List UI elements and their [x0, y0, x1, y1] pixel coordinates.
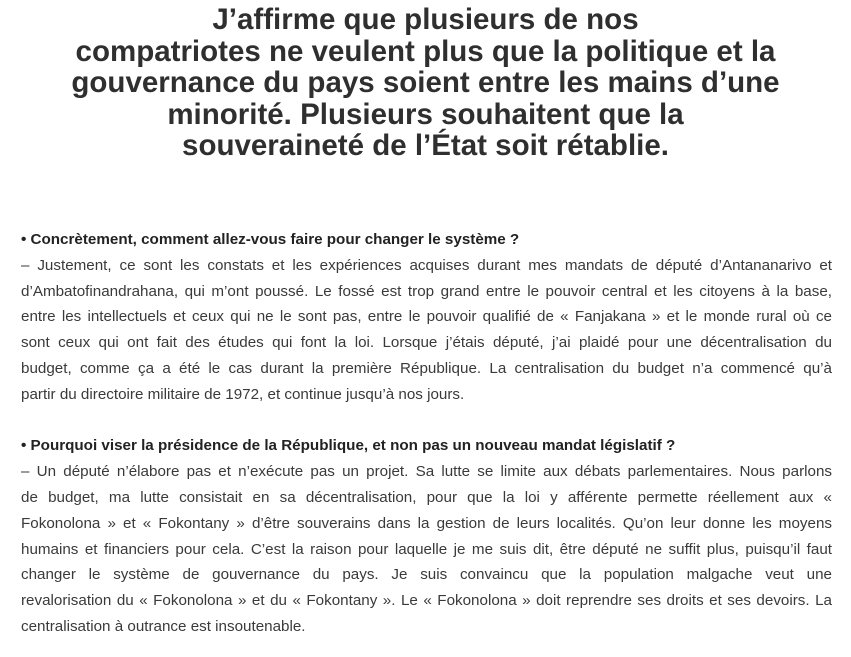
answer-line: d’Ambatofinandrahana, qui m’ont poussé. Le fossé est trop grand entre le pouvoir central et les citoyens à la base, — [21, 282, 832, 300]
interview-question: • Concrètement, comment allez-vous faire pour changer le système ? — [21, 231, 520, 248]
pull-quote-line: gouvernance du pays soient entre les mains d’une — [71, 66, 780, 100]
answer-line: revalorisation du « Fokonolona » et du « Fokontany ». Le « Fokonolona » doit reprendre ses droits et ses devoirs. La — [21, 592, 832, 610]
pull-quote-line: souveraineté de l’État soit rétablie. — [182, 129, 669, 163]
answer-line: budget, comme ça a été le cas durant la première République. La centralisation du budget n’a commencé qu’à — [21, 359, 832, 377]
answer-line: humains et financiers pour cela. C’est la raison pour laquelle je me suis dit, être député ne suffit plus, puisqu’il faut — [21, 540, 832, 558]
answer-line: centralisation à outrance est insoutenable. — [21, 617, 306, 635]
interview-answer — [21, 253, 832, 408]
qa-block — [21, 433, 832, 639]
pull-quote-line: J’affirme que plusieurs de nos — [212, 3, 639, 36]
answer-line: sont ceux qui ont fait des études qui font la loi. Lorsque j’étais député, j’ai plaidé pour une décentralisation du — [21, 334, 832, 352]
answer-line: entre les intellectuels et ceux qui ne le sont pas, entre le pouvoir qualifié de « Fanjakana » et le monde rural où ce — [21, 308, 832, 326]
answer-line: partir du directoire militaire de 1972, et continue jusqu’à nos jours. — [21, 385, 465, 403]
qa-block — [21, 227, 832, 408]
pull-quote — [0, 0, 851, 162]
answer-line: Fokonolona » et « Fokontany » d’être souverains dans la gestion de leurs localités. Qu’on leur donne les moyens — [21, 514, 832, 532]
answer-line: changer le système de gouvernance du pays. Je suis convaincu que la population malgache veut une — [21, 566, 832, 584]
interview-body — [21, 227, 832, 640]
answer-line: – Justement, ce sont les constats et les expériences acquises durant mes mandats de député d’Antananarivo et — [21, 256, 832, 274]
interview-question: • Pourquoi viser la présidence de la République, et non pas un nouveau mandat législatif ? — [21, 437, 676, 455]
answer-line: – Un député n’élabore pas et n’exécute pas un projet. Sa lutte se limite aux débats parlementaires. Nous parlons — [21, 463, 832, 481]
interview-answer — [21, 459, 832, 640]
pull-quote-line: minorité. Plusieurs souhaitent que la — [167, 97, 684, 131]
pull-quote-line: compatriotes ne veulent plus que la politique et la — [75, 34, 776, 68]
answer-line: de budget, ma lutte consistait en sa décentralisation, pour que la loi y afférente permette réellement aux « — [21, 488, 832, 506]
